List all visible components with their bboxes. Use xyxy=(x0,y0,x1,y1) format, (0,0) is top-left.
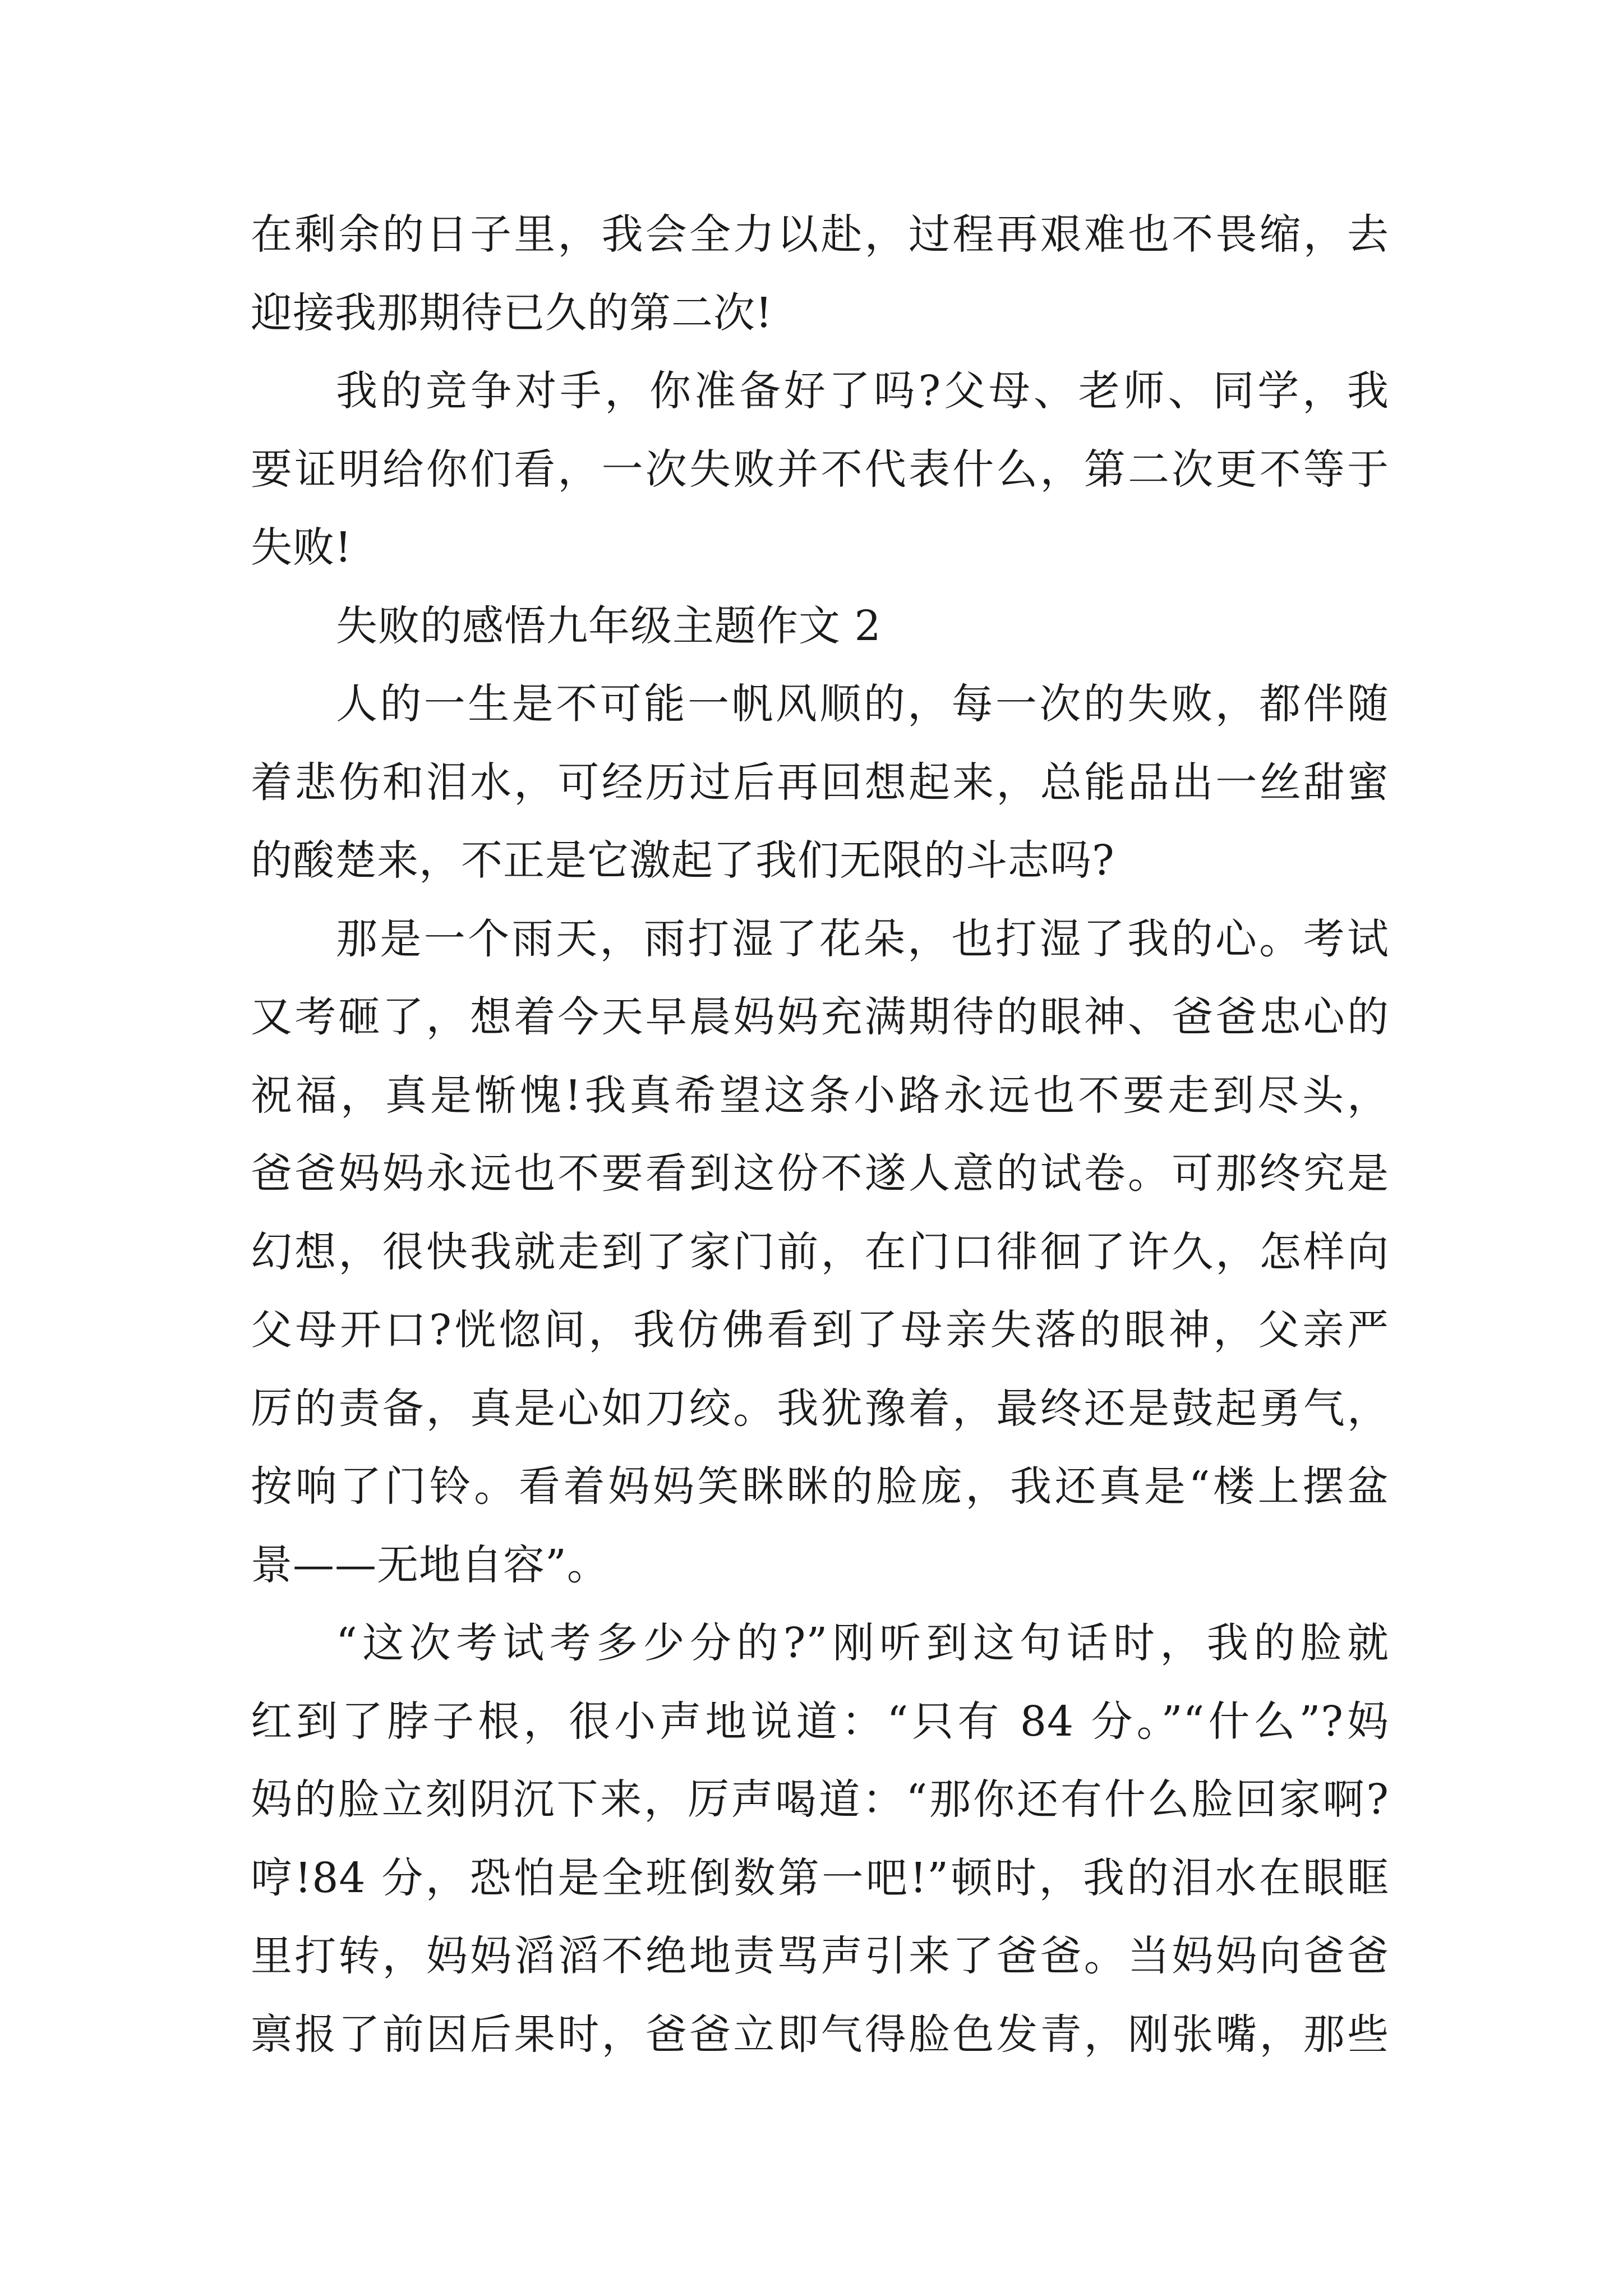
text-line: 哼!84 分，恐怕是全班倒数第一吧!”顿时，我的泪水在眼眶 xyxy=(251,1853,1389,1902)
text-line: 厉的责备，真是心如刀绞。我犹豫着，最终还是鼓起勇气， xyxy=(251,1384,1389,1433)
text-line: 要证明给你们看，一次失败并不代表什么，第二次更不等于 xyxy=(251,445,1389,494)
text-line: 失败的感悟九年级主题作文 2 xyxy=(336,601,882,650)
text-line: 迎接我那期待已久的第二次! xyxy=(251,288,773,337)
text-line: 在剩余的日子里，我会全力以赴，过程再艰难也不畏缩，去 xyxy=(251,210,1389,259)
text-line: 妈的脸立刻阴沉下来，厉声喝道：“那你还有什么脸回家啊? xyxy=(251,1775,1389,1824)
text-line: 失败! xyxy=(251,523,352,572)
text-line: 又考砸了，想着今天早晨妈妈充满期待的眼神、爸爸忠心的 xyxy=(251,993,1389,1041)
text-line: 人的一生是不可能一帆风顺的，每一次的失败，都伴随 xyxy=(336,680,1389,728)
document-body xyxy=(251,196,1389,2074)
text-line: 着悲伤和泪水，可经历过后再回想起来，总能品出一丝甜蜜 xyxy=(251,758,1389,807)
text-line: 爸爸妈妈永远也不要看到这份不遂人意的试卷。可那终究是 xyxy=(251,1149,1389,1198)
text-line: 禀报了前因后果时，爸爸立即气得脸色发青，刚张嘴，那些 xyxy=(251,2010,1389,2059)
text-line: 那是一个雨天，雨打湿了花朵，也打湿了我的心。考试 xyxy=(336,914,1389,963)
text-line: 我的竞争对手，你准备好了吗?父母、老师、同学，我 xyxy=(336,367,1389,415)
text-line: 里打转，妈妈滔滔不绝地责骂声引来了爸爸。当妈妈向爸爸 xyxy=(251,1932,1389,1980)
text-line: 红到了脖子根，很小声地说道：“只有 84 分。”“什么”?妈 xyxy=(251,1697,1389,1746)
text-line: 幻想，很快我就走到了家门前，在门口徘徊了许久，怎样向 xyxy=(251,1227,1389,1276)
text-line: 的酸楚来，不正是它激起了我们无限的斗志吗? xyxy=(251,836,1115,885)
text-line: 父母开口?恍惚间，我仿佛看到了母亲失落的眼神，父亲严 xyxy=(251,1306,1389,1354)
text-line: 景——无地自容”。 xyxy=(251,1540,609,1589)
text-line: 祝福，真是惭愧!我真希望这条小路永远也不要走到尽头， xyxy=(251,1071,1389,1120)
text-line: “这次考试考多少分的?”刚听到这句话时，我的脸就 xyxy=(336,1619,1389,1667)
text-line: 按响了门铃。看着妈妈笑眯眯的脸庞，我还真是“楼上摆盆 xyxy=(251,1462,1389,1511)
